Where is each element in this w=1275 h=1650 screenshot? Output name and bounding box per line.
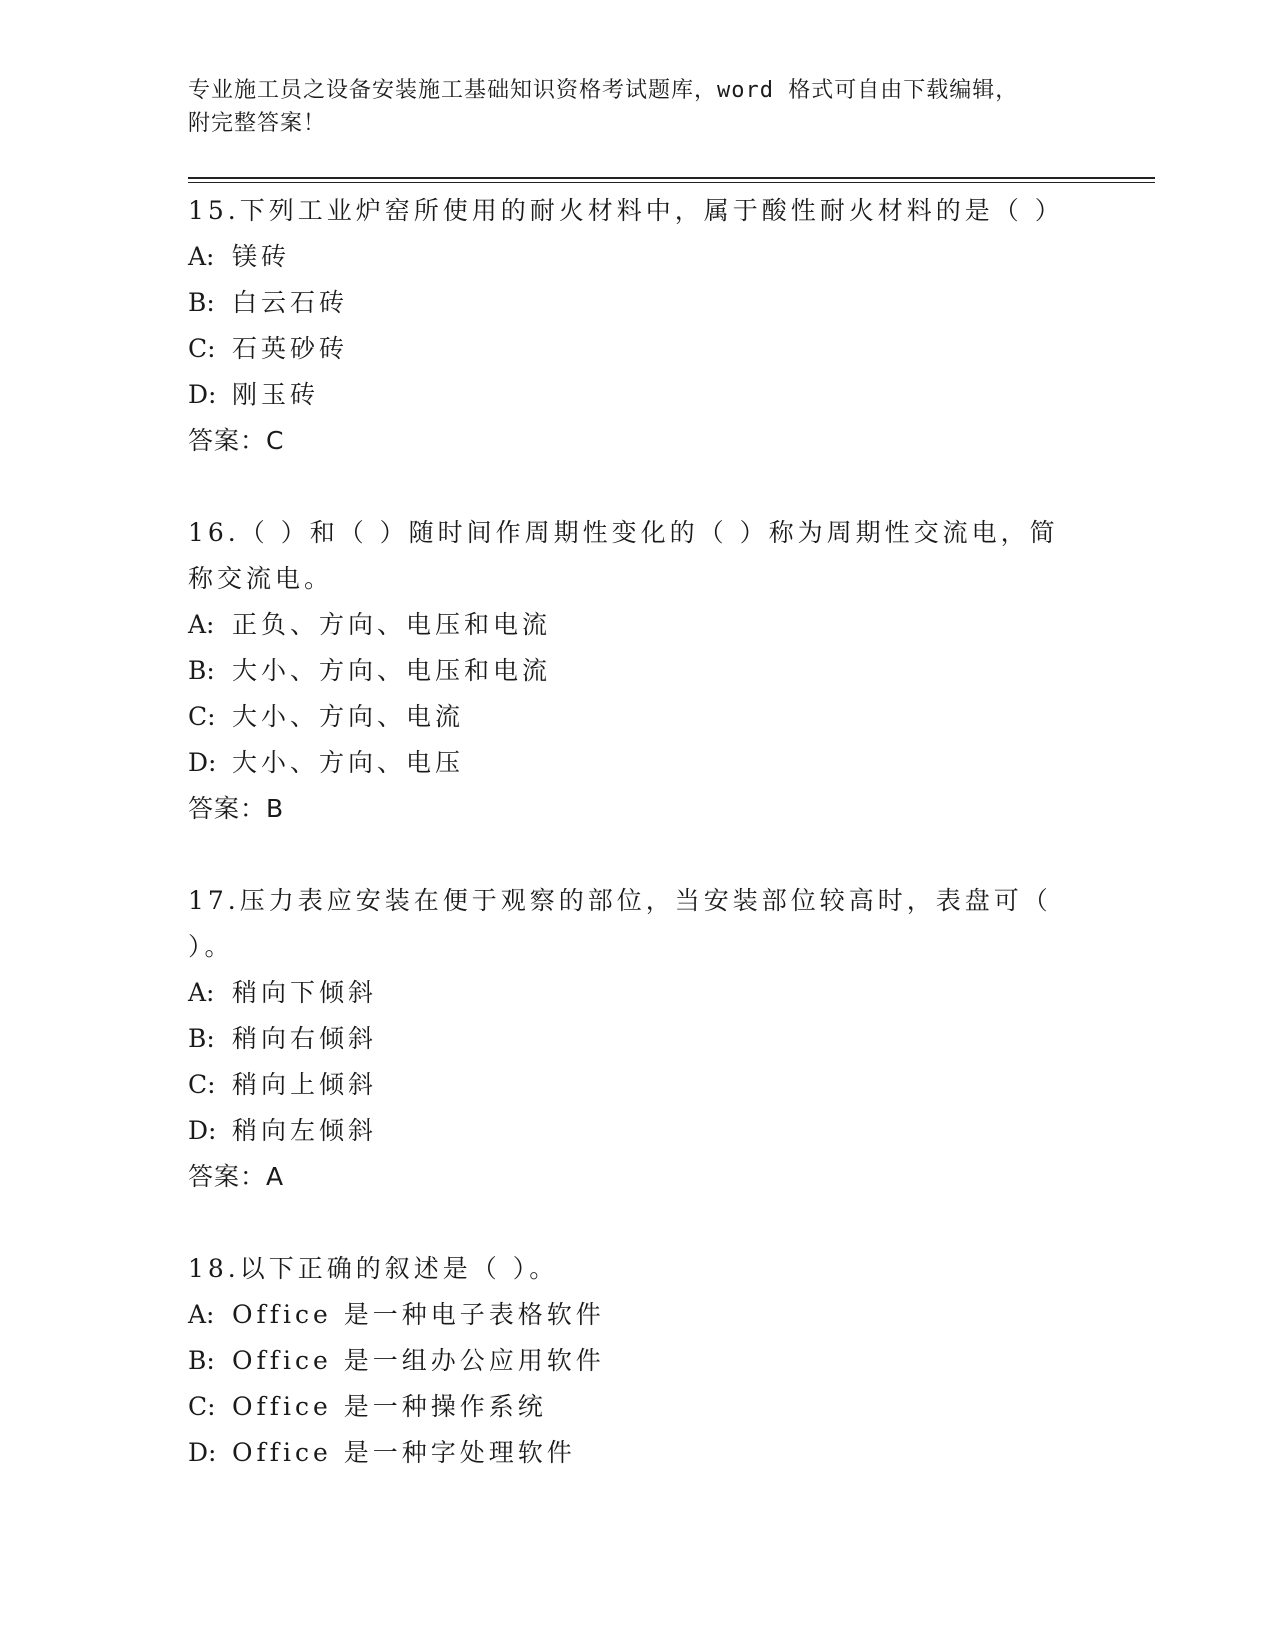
option-key: D:	[188, 380, 217, 409]
question-text: 以下正确的叙述是（ ）。	[239, 1254, 559, 1283]
option-a	[188, 970, 1068, 1016]
question-spacer	[188, 464, 1068, 510]
question-stem	[188, 510, 1068, 602]
option-text: 大小、方向、电压	[232, 748, 465, 777]
option-b	[188, 1338, 1068, 1384]
option-key: C:	[188, 1392, 216, 1421]
option-text: 白云石砖	[232, 288, 349, 317]
option-text: Office 是一种操作系统	[232, 1392, 547, 1421]
question-16	[188, 510, 1068, 832]
option-text: Office 是一组办公应用软件	[232, 1346, 605, 1375]
option-text: 稍向左倾斜	[232, 1116, 378, 1145]
question-stem	[188, 188, 1068, 234]
answer-line: 答案：C	[188, 426, 285, 455]
document-intro	[188, 74, 1068, 140]
option-key: A:	[188, 610, 215, 639]
option-key: C:	[188, 1070, 216, 1099]
question-list	[188, 188, 1068, 1476]
option-c	[188, 1062, 1068, 1108]
option-text: 大小、方向、电压和电流	[232, 656, 552, 685]
option-a	[188, 1292, 1068, 1338]
option-key: B:	[188, 1024, 215, 1053]
question-number: 16.	[188, 518, 240, 547]
option-key: B:	[188, 1346, 215, 1375]
option-b	[188, 280, 1068, 326]
option-d	[188, 740, 1068, 786]
answer-line: 答案：A	[188, 1162, 285, 1191]
option-c	[188, 694, 1068, 740]
header-divider-thick	[188, 177, 1155, 179]
option-d	[188, 1108, 1068, 1154]
answer-line: 答案：B	[188, 794, 285, 823]
question-stem	[188, 878, 1068, 970]
option-key: A:	[188, 242, 215, 271]
option-key: C:	[188, 334, 216, 363]
question-spacer	[188, 832, 1068, 878]
option-key: D:	[188, 1116, 217, 1145]
question-stem	[188, 1246, 1068, 1292]
question-text: （ ）和（ ）随时间作周期性变化的（ ）称为周期性交流电，简称交流电。	[188, 518, 1059, 593]
option-key: B:	[188, 288, 215, 317]
intro-line-1: 专业施工员之设备安装施工基础知识资格考试题库，word 格式可自由下载编辑，	[188, 78, 1019, 103]
option-b	[188, 648, 1068, 694]
option-key: C:	[188, 702, 216, 731]
option-key: A:	[188, 1300, 215, 1329]
option-text: 正负、方向、电压和电流	[232, 610, 552, 639]
option-a	[188, 602, 1068, 648]
intro-line-2: 附完整答案！	[188, 111, 327, 136]
option-a	[188, 234, 1068, 280]
header-divider-thin	[188, 182, 1155, 183]
option-key: A:	[188, 978, 215, 1007]
option-d	[188, 1430, 1068, 1476]
question-number: 15.	[188, 196, 240, 225]
option-c	[188, 1384, 1068, 1430]
option-text: 稍向右倾斜	[232, 1024, 378, 1053]
option-c	[188, 326, 1068, 372]
option-key: D:	[188, 748, 217, 777]
option-text: 大小、方向、电流	[232, 702, 465, 731]
question-18	[188, 1246, 1068, 1476]
option-text: Office 是一种电子表格软件	[232, 1300, 605, 1329]
option-text: 石英砂砖	[232, 334, 349, 363]
option-text: 稍向下倾斜	[232, 978, 378, 1007]
question-15	[188, 188, 1068, 464]
option-text: Office 是一种字处理软件	[232, 1438, 576, 1467]
option-b	[188, 1016, 1068, 1062]
option-key: D:	[188, 1438, 217, 1467]
question-text: 下列工业炉窑所使用的耐火材料中，属于酸性耐火材料的是（ ）	[239, 196, 1064, 225]
question-17	[188, 878, 1068, 1200]
question-spacer	[188, 1200, 1068, 1246]
option-key: B:	[188, 656, 215, 685]
question-number: 18.	[188, 1254, 240, 1283]
option-text: 镁砖	[232, 242, 291, 271]
question-number: 17.	[188, 886, 240, 915]
question-text: 压力表应安装在便于观察的部位，当安装部位较高时，表盘可（ ）。	[188, 886, 1052, 961]
option-text: 稍向上倾斜	[232, 1070, 378, 1099]
option-d	[188, 372, 1068, 418]
option-text: 刚玉砖	[232, 380, 320, 409]
